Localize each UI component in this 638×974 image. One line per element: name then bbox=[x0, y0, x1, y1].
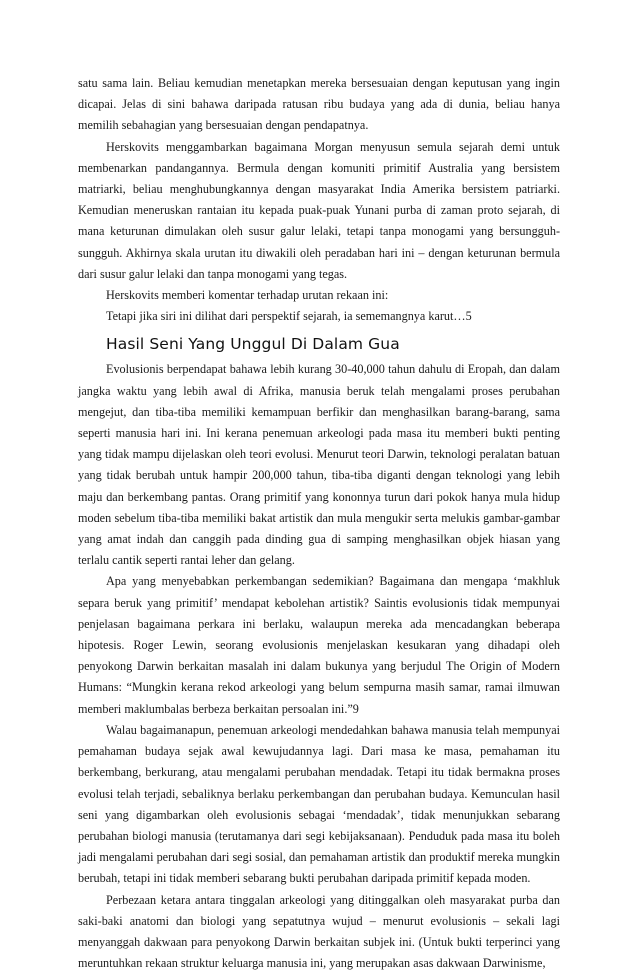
paragraph: satu sama lain. Beliau kemudian menetapkan mereka bersesuaian dengan keputusan yang ingin dicapai. Jelas di sini bahawa daripada ratusan ribu budaya yang ada di dunia, beliau hanya memilih sebahagian yang bersesuaian dengan pendapatnya. bbox=[78, 76, 560, 133]
paragraph: Apa yang menyebabkan perkembangan sedemikian? Bagaimana dan mengapa ‘makhluk separa beruk yang primitif’ mendapat kebolehan artistik? Saintis evolusionis tidak mempunyai penjelasan bagaimana perkara ini berlaku, walaupun mereka ada mencadangkan beberapa hipotesis. Roger Lewin, seorang evolusionis menjelaskan kesukaran yang dihadapi oleh penyokong Darwin berkaitan masalah ini dalam bukunya yang berjudul The Origin of Modern Humans: “Mungkin kerana rekod arkeologi yang belum sempurna masih samar, ramai ilmuwan memberi maklumbalas berbeza berkaitan persoalan ini.”9 bbox=[78, 574, 560, 716]
document-page bbox=[78, 73, 560, 974]
section-heading: Hasil Seni Yang Unggul Di Dalam Gua bbox=[106, 335, 400, 354]
paragraph: Perbezaan ketara antara tinggalan arkeologi yang ditinggalkan oleh masyarakat purba dan saki-baki anatomi dan biologi yang sepatutnya wujud – menurut evolusionis – sekali lagi menyanggah dakwaan para penyokong Darwin berkaitan subjek ini. (Untuk bukti terperinci yang meruntuhkan rekaan struktur keluarga manusia ini, yang merupakan asas dakwaan Darwinisme, bbox=[78, 892, 560, 971]
paragraph: Herskovits memberi komentar terhadap urutan rekaan ini: bbox=[106, 288, 389, 303]
paragraph: Evolusionis berpendapat bahawa lebih kurang 30-40,000 tahun dahulu di Eropah, dan dalam jangka waktu yang lebih awal di Afrika, manusia beruk telah mengalami proses perubahan mengejut, dan tiba-tiba memiliki kemampuan berfikir dan menghasilkan barang-barang, sama seperti manusia hari ini. Ini kerana penemuan arkeologi pada masa itu memberi bukti penting yang tidak mampu dijelaskan oleh teori evolusi. Menurut teori Darwin, teknologi peralatan batuan yang tidak berubah untuk hampir 200,000 tahun, tiba-tiba diganti dengan teknologi yang lebih maju dan berkembang pantas. Orang primitif yang kononnya turun dari pokok hanya mula hidup moden sebelum tiba-tiba memiliki bakat artistik dan mula mengukir serta melukis gambar-gambar yang amat indah dan canggih pada dinding gua di samping menghasilkan objek hiasan yang terlalu cantik seperti rantai leher dan gelang. bbox=[78, 362, 560, 568]
paragraph: Walau bagaimanapun, penemuan arkeologi mendedahkan bahawa manusia telah mempunyai pemahaman budaya sejak awal kewujudannya lagi. Dari masa ke masa, pemahaman itu berkembang, berkurang, atau mengalami perubahan mendadak. Tetapi itu tidak bermakna proses evolusi telah terjadi, sebaliknya berlaku perkembangan dan perubahan budaya. Kemunculan hasil seni yang digambarkan oleh evolusionis sebagai ‘mendadak’, tidak menunjukkan sebarang perubahan biologi manusia (terutamanya dari segi kebijaksanaan). Penduduk pada masa itu boleh jadi mengalami perubahan dari segi sosial, dan pemahaman artistik dan produktif mereka mungkin berubah, tetapi ini tidak memberi sebarang bukti perubahan daripada primitif kepada moden. bbox=[78, 722, 560, 886]
quote-paragraph: Tetapi jika siri ini dilihat dari perspektif sejarah, ia sememangnya karut…5 bbox=[106, 309, 472, 324]
paragraph: Herskovits menggambarkan bagaimana Morgan menyusun semula sejarah demi untuk membenarkan pandangannya. Bermula dengan komuniti primitif Australia yang bersistem matriarki, beliau menghubungkannya dengan masyarakat India Amerika bersistem patriarki. Kemudian meneruskan rantaian itu kepada puak-puak Yunani purba di zaman proto sejarah, di mana keturunan dimulakan oleh susur galur lelaki, tetapi tanpa monogami yang bersungguh-sungguh. Akhirnya skala urutan itu diwakili oleh peradaban hari ini – dengan keturunan bermula dari susur galur lelaki dan tanpa monogami yang tegas. bbox=[78, 139, 560, 281]
